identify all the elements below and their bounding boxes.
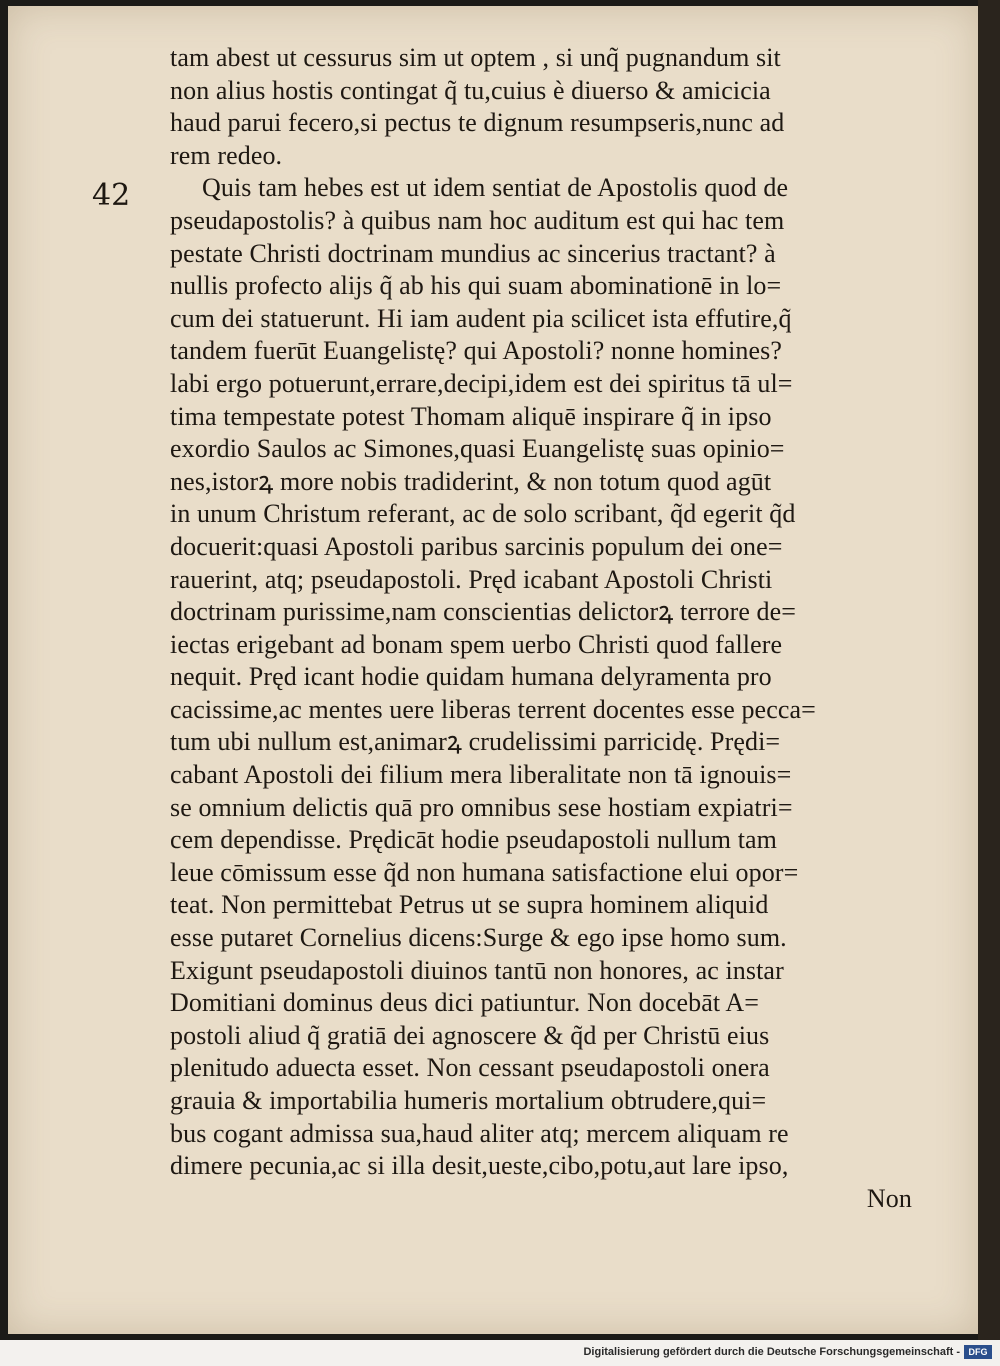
text-line: rauerint, atq; pseudapostoli. Pręd icabant Apostoli Christi: [170, 564, 773, 594]
text-line: Non: [866, 1183, 912, 1213]
page-edge: [978, 0, 1000, 1340]
text-line: haud parui fecero,si pectus te dignum resumpseris,nunc ad: [170, 108, 785, 138]
text-line: teat. Non permittebat Petrus ut se supra hominem aliquid: [170, 890, 769, 920]
text-line: tandem fuerūt Euangelistę? qui Apostoli? nonne homines?: [170, 336, 783, 366]
text-line: Exigunt pseudapostoli diuinos tantū non honores, ac instar: [170, 955, 784, 985]
footer-credit: Digitalisierung gefördert durch die Deutsche Forschungsgemeinschaft -: [583, 1346, 960, 1358]
page-number: 42: [92, 178, 131, 213]
text-line: nequit. Pręd icant hodie quidam humana delyramenta pro: [170, 662, 772, 692]
text-line: non alius hostis contingat q̃ tu,cuius è diuerso & amicicia: [170, 75, 771, 105]
text-line: rem redeo.: [170, 140, 283, 170]
text-line: pestate Christi doctrinam mundius ac sincerius tractant? à: [170, 238, 776, 268]
text-line: Quis tam hebes est ut idem sentiat de Apostolis quod de: [202, 173, 789, 203]
text-line: esse putaret Cornelius dicens:Surge & ego ipse homo sum.: [170, 923, 787, 953]
text-line: Domitiani dominus deus dici patiuntur. Non docebāt A=: [170, 988, 760, 1018]
text-line: in unum Christum referant, ac de solo scribant, q̃d egerit q̃d: [170, 499, 796, 529]
text-line: dimere pecunia,ac si illa desit,ueste,cibo,potu,aut lare ipso,: [170, 1151, 789, 1181]
text-line: doctrinam purissime,nam conscientias delictorꝝ terrore de=: [170, 597, 797, 627]
text-line: tam abest ut cessurus sim ut optem , si unq̃ pugnandum sit: [170, 43, 781, 72]
text-line: cabant Apostoli dei filium mera liberalitate non tā ignouis=: [170, 760, 792, 790]
text-line: plenitudo aduecta esset. Non cessant pseudapostoli onera: [170, 1053, 770, 1083]
text-line: bus cogant admissa sua,haud aliter atq; mercem aliquam re: [170, 1118, 789, 1148]
text-line: tum ubi nullum est,animarꝝ crudelissimi parricidę. Prędi=: [170, 727, 781, 757]
dfg-logo: DFG: [964, 1345, 992, 1359]
text-line: postoli aliud q̃ gratiā dei agnoscere & q̃d per Christū eius: [170, 1020, 770, 1050]
text-line: iectas erigebant ad bonam spem uerbo Christi quod fallere: [170, 629, 783, 659]
text-line: pseudapostolis? à quibus nam hoc auditum est qui hac tem: [170, 205, 785, 235]
text-line: exordio Saulos ac Simones,quasi Euangelistę suas opinio=: [170, 434, 785, 464]
text-line: leue cōmissum esse q̃d non humana satisfactione elui opor=: [170, 857, 799, 887]
text-line: labi ergo potuerunt,errare,decipi,idem est dei spiritus tā ul=: [170, 368, 793, 398]
text-line: nullis profecto alijs q̃ ab his qui suam abominationē in lo=: [170, 271, 782, 301]
text-line: tima tempestate potest Thomam aliquē inspirare q̃ in ipso: [170, 401, 772, 431]
text-line: cum dei statuerunt. Hi iam audent pia scilicet ista effutire,q̃: [170, 303, 792, 333]
text-line: se omnium delictis quā pro omnibus sese hostiam expiatri=: [170, 792, 793, 822]
text-line: cacissime,ac mentes uere liberas terrent docentes esse pecca=: [170, 694, 816, 724]
text-line: nes,istorꝝ more nobis tradiderint, & non totum quod agūt: [170, 466, 772, 496]
text-line: cem dependisse. Prędicāt hodie pseudapostoli nullum tam: [170, 825, 777, 855]
body-text: [170, 42, 920, 1215]
text-line: grauia & importabilia humeris mortalium obtrudere,qui=: [170, 1086, 767, 1115]
text-line: docuerit:quasi Apostoli paribus sarcinis populum dei one=: [170, 531, 783, 561]
footer-bar: [0, 1340, 1000, 1366]
